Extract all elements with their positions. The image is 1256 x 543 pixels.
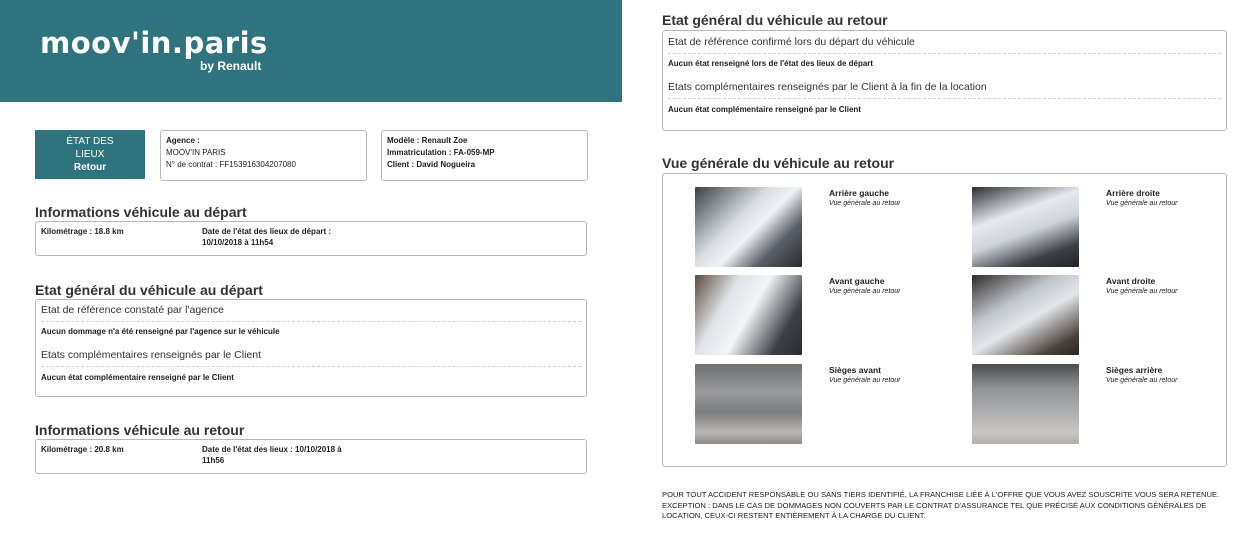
departure-state-row-3: Etats complémentaires renseignés par le Client [41,349,262,361]
return-state-box [662,30,1227,131]
photo-front-left[interactable] [695,275,802,355]
photo-caption: Vue générale au retour [829,377,901,384]
vehicle-box [381,130,588,181]
return-state-row-2: Aucun état renseigné lors de l'état des lieux de départ [668,59,874,68]
photo-front-seats[interactable] [695,364,802,444]
divider [41,366,581,367]
photo-label: Avant gauche [829,276,885,286]
photo-front-right[interactable] [972,275,1079,355]
moovin-logo: moov'in.paris [40,26,268,60]
return-state-row-4: Aucun état complémentaire renseigné par le Client [668,105,861,114]
departure-state-row-4: Aucun état complémentaire renseigné par le Client [41,373,234,382]
photo-label: Arrière droite [1106,188,1160,198]
departure-info-box [35,221,587,256]
return-info-title: Informations véhicule au retour [35,422,245,438]
departure-state-box [35,299,587,397]
overview-title: Vue générale du véhicule au retour [662,155,895,171]
return-date-value: 11h56 [202,456,225,465]
photo-label: Sièges avant [829,365,881,375]
photo-rear-left[interactable] [695,187,802,267]
contract-number: N° de contrat : FF153916304207080 [166,160,296,169]
vehicle-plate: Immatriculation : FA-059-MP [387,148,495,157]
photo-label: Arrière gauche [829,188,889,198]
divider [668,53,1221,54]
return-mileage: Kilométrage : 20.8 km [41,445,124,454]
departure-mileage: Kilométrage : 18.8 km [41,227,124,236]
departure-state-title: Etat général du véhicule au départ [35,282,263,298]
photo-caption: Vue générale au retour [1106,200,1178,207]
divider [41,321,581,322]
footer-disclaimer: POUR TOUT ACCIDENT RESPONSABLE OU SANS TIERS IDENTIFIÉ, LA FRANCHISE LIÉE À L'OFFRE QUE VOUS AVEZ SOUSCRITE VOUS SERA RETENUE. EXCEPTION : DANS LE CAS DE DOMMAGES NON COUVERTS PAR LE CONTRAT D'ASSURANCE TEL QUE PRÉCISÉ AUX CONDITIONS GÉNÉRALES DE LOCATION, CEUX-CI RESTENT ENTIÈREMENT À LA CHARGE DU CLIENT. [662,490,1220,520]
departure-state-row-2: Aucun dommage n'a été renseigné par l'agence sur le véhicule [41,327,280,336]
photo-label: Avant droite [1106,276,1156,286]
return-state-row-1: Etat de référence confirmé lors du départ du véhicule [668,36,915,48]
logo-subtitle: by Renault [200,59,262,73]
photo-caption: Vue générale au retour [829,200,901,207]
vehicle-model: Modèle : Renault Zoe [387,136,468,145]
agency-name: MOOV'IN PARIS [166,148,226,157]
divider [668,98,1221,99]
overview-box [662,173,1227,467]
status-line-3: Retour [73,162,107,173]
status-line-1: ÉTAT DES [66,136,114,147]
agency-box [160,130,367,181]
photo-caption: Vue générale au retour [1106,288,1178,295]
photo-rear-seats[interactable] [972,364,1079,444]
status-badge [35,130,145,179]
agency-label: Agence : [166,136,200,145]
return-info-box [35,439,587,474]
return-state-title: Etat général du véhicule au retour [662,12,888,28]
photo-caption: Vue générale au retour [1106,377,1178,384]
return-state-row-3: Etats complémentaires renseignés par le Client à la fin de la location [668,81,987,93]
status-line-2: LIEUX [75,149,105,160]
vehicle-client: Client : David Nogueira [387,160,476,169]
departure-info-title: Informations véhicule au départ [35,204,247,220]
return-date-label: Date de l'état des lieux : 10/10/2018 à [202,445,342,454]
photo-caption: Vue générale au retour [829,288,901,295]
photo-rear-right[interactable] [972,187,1079,267]
departure-state-row-1: Etat de référence constaté par l'agence [41,304,224,316]
departure-date-label: Date de l'état des lieux de départ : [202,227,332,236]
departure-date-value: 10/10/2018 à 11h54 [202,238,274,247]
photo-label: Sièges arrière [1106,365,1163,375]
